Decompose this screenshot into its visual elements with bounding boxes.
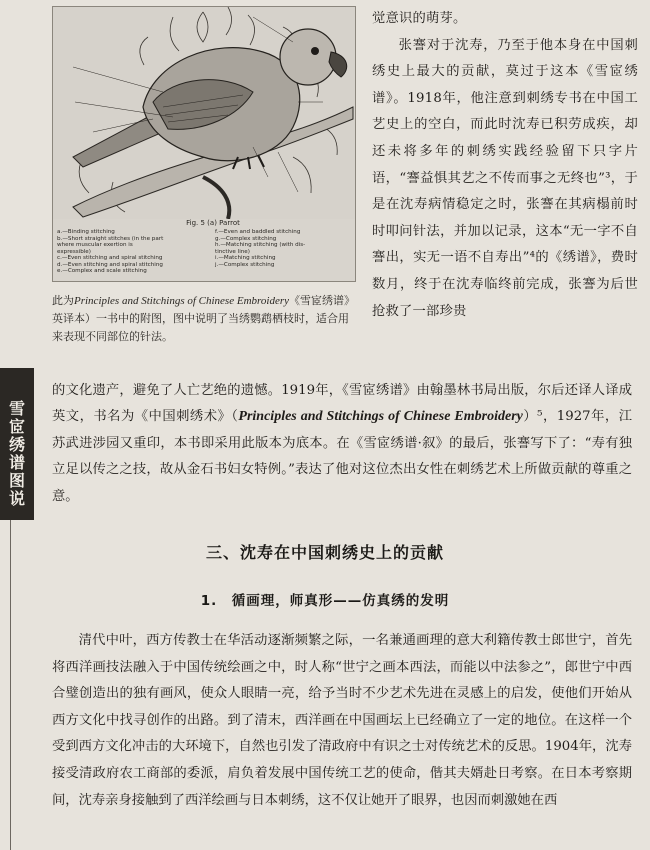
legend-line: where muscular exertion is (57, 242, 133, 248)
legend-line: e.—Complex and scale stitching (57, 268, 147, 274)
side-tab-char: 雪 (8, 399, 25, 418)
section-body (52, 628, 632, 814)
legend-line: tinctive line) (215, 248, 250, 255)
legend-line: g.—Complex stitching (215, 235, 277, 242)
right-column-first-line: 觉意识的萌芽。 (372, 11, 467, 26)
caption-pre: 此为 (52, 294, 74, 307)
side-tab-char: 绣 (8, 435, 25, 454)
legend-line: c.—Even stitching and spiral stitching (57, 255, 163, 261)
continuation-paragraph (52, 378, 632, 510)
section-paragraph: 清代中叶，西方传教士在华活动逐渐频繁之际，一名兼通画理的意大利籍传教士郎世宁，首先将西洋画技法融入于中国传统绘画之中，时人称“世宁之画本西法，而能以中法参之”，郎世宁中西合璧创造出的独有画风，使众人眼睛一亮，给予当时不少艺术先进在灵感上的启发，使他们开始从西方文化中找寻创作的出路。到了清末，西洋画在中国画坛上已经确立了一定的地位。在这样一个受到西方文化冲击的大环境下，自然也引发了清政府中有识之士对传统艺术的反思。1904年，沈寿接受清政府农工商部的委派，肩负着发展中国传统工艺的使命，偕其夫婿赴日考察。在日本考察期间，沈寿亲身接触到了西洋绘画与日本刺绣，这不仅让她开了眼界，也因而刺激她在西 (52, 633, 632, 808)
caption-english-title: Principles and Stitchings of Chinese Embroidery (74, 295, 289, 307)
legend-left-column (57, 229, 209, 275)
side-tab-char: 说 (8, 489, 25, 508)
legend-line: i.—Matching stitching (215, 255, 276, 261)
side-tab-char: 宧 (8, 417, 25, 436)
legend-line: b.—Short straight stitches (in the part (57, 235, 164, 242)
subsection-title: 1. 循画理，师真形——仿真绣的发明 (200, 593, 450, 609)
legend-line: f.—Even and baddled stitching (215, 229, 301, 235)
figure-label: Fig. 5 (a) Parrot (186, 219, 240, 227)
side-rule (10, 520, 11, 850)
continuation-post: ）⁵，1927年，江苏武进涉园又重印，本书即采用此版本为底本。在《雪宧绣谱·叙》的最后，张謇写下了：“寿有独立足以传之之技，故从金石书妇女特例。”表达了他对这位杰出女性在刺绣艺术上所做贡献的尊重之意。 (52, 409, 632, 504)
parrot-illustration (53, 7, 355, 219)
continuation-english-title: Principles and Stitchings of Chinese Embroidery (238, 409, 523, 425)
legend-right-column (215, 229, 353, 268)
section-title: 三、沈寿在中国刺绣史上的贡献 (205, 543, 444, 562)
side-tab-label (0, 400, 34, 508)
legend-line: a.—Binding stitching (57, 229, 115, 235)
parrot-figure (52, 6, 356, 282)
legend-line: expressible) (57, 248, 91, 255)
legend-line: j.—Complex stitching (215, 261, 275, 268)
continuation-pre: 的文化遗产，避免了人亡艺绝的遗憾。1919年，《雪宧绣谱》由翰墨林书局出版，尔后还译人译成英文，书名为《中国刺绣术》（ (52, 383, 632, 425)
legend-line: d.—Even stitching and spiral stitching (57, 261, 163, 268)
side-tab-char: 谱 (8, 453, 25, 472)
right-column-paragraph: 张謇对于沈寿，乃至于他本身在中国刺绣史上最大的贡献，莫过于这本《雪宧绣谱》。1918年，他注意到刺绣专书在中国工艺史上的空白，而此时沈寿已积劳成疾，却还未将多年的刺绣实践经验留下只字片语，“謇益惧其艺之不传而事之无终也”³，于是在沈寿病情稳定之时，张謇在其病榻前时时叩问针法，并加以记录，这本“无一字不自謇出，实无一语不自寿出”⁴的《绣谱》，费时数月，终于在沈寿临终前完成，张謇为后世抢救了一部珍贵 (372, 37, 638, 319)
legend-line: h.—Matching stitching (with dis- (215, 242, 306, 248)
right-text-column (372, 6, 638, 325)
side-tab-char: 图 (8, 471, 25, 490)
figure-caption (52, 292, 358, 346)
caption-post: 《雪宧绣谱》英译本）一书中的附图，图中说明了当绣鹦鹉栖枝时，适合用来表现不同部位的针法。 (52, 294, 355, 343)
